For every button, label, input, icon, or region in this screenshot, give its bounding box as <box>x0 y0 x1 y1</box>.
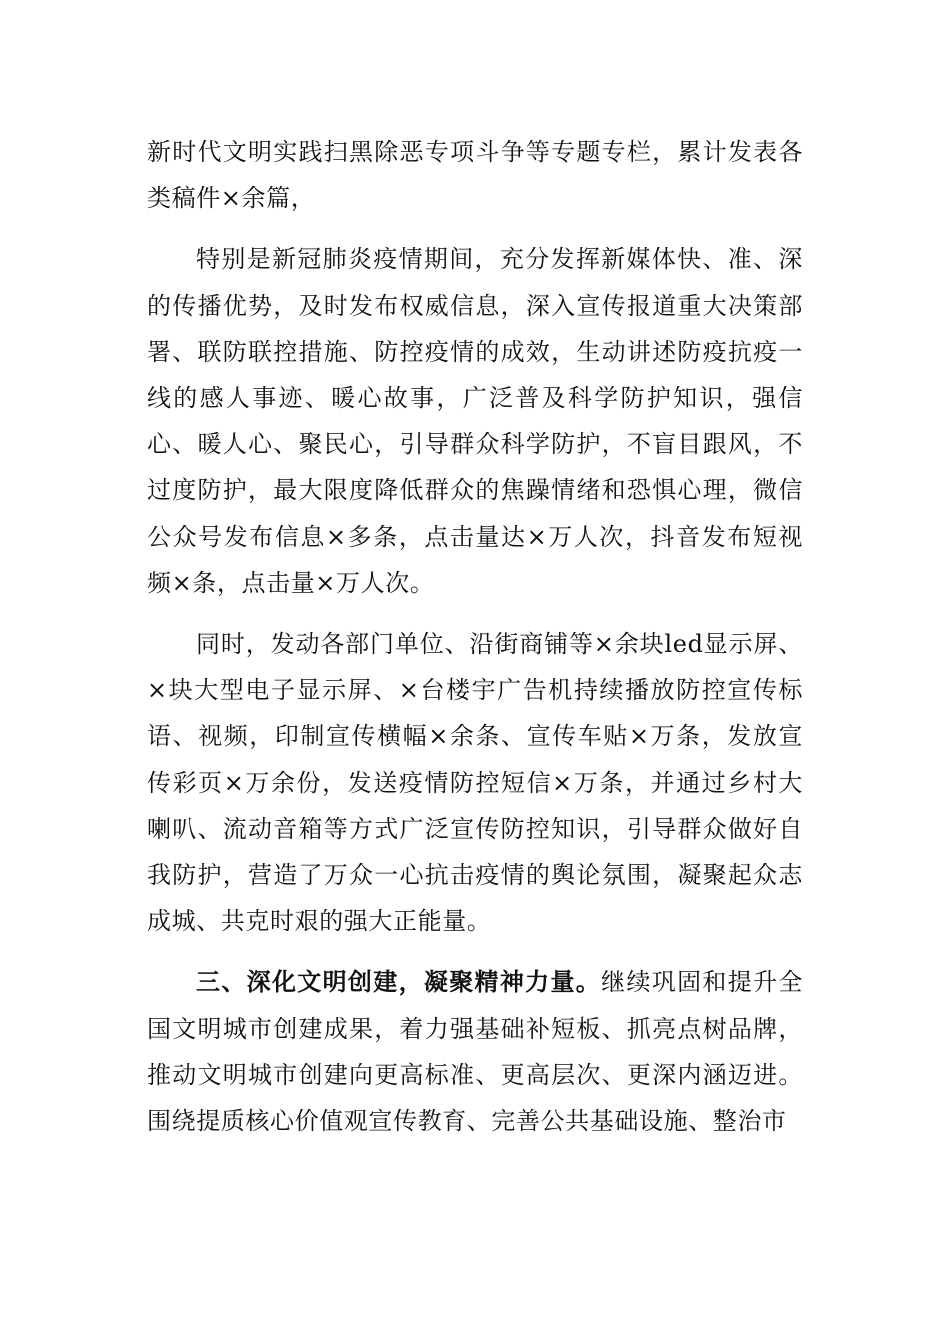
paragraph-4-text: 继续巩固和提升全国文明城市创建成果，着力强基础补短板、抓亮点树品牌，推动文明城市创建向更高标准、更高层次、更深内涵迈进。围绕提质核心价值观宣传教育、完善公共基础设施、整治市 <box>147 968 803 1136</box>
paragraph-3 <box>147 621 803 944</box>
paragraph-2 <box>147 236 803 606</box>
paragraph-1 <box>147 129 803 221</box>
document-body <box>147 129 803 1144</box>
paragraph-1-text: 新时代文明实践扫黑除恶专项斗争等专题专栏，累计发表各类稿件×余篇， <box>147 138 803 213</box>
paragraph-2-text: 特别是新冠肺炎疫情期间，充分发挥新媒体快、准、深的传播优势，及时发布权威信息，深入宣传报道重大决策部署、联防联控措施、防控疫情的成效，生动讲述防疫抗疫一线的感人事迹、暖心故事，广泛普及科学防护知识，强信心、暖人心、聚民心，引导群众科学防护，不盲目跟风，不过度防护，最大限度降低群众的焦躁情绪和恐惧心理，微信公众号发布信息×多条，点击量达×万人次，抖音发布短视频×条，点击量×万人次。 <box>147 245 803 597</box>
section-heading: 三、深化文明创建，凝聚精神力量。 <box>196 967 602 997</box>
paragraph-3-text: 同时，发动各部门单位、沿街商铺等×余块led显示屏、×块大型电子显示屏、×台楼宇广告机持续播放防控宣传标语、视频，印制宣传横幅×余条、宣传车贴×万条，发放宣传彩页×万余份，发送疫情防控短信×万条，并通过乡村大喇叭、流动音箱等方式广泛宣传防控知识，引导群众做好自我防护，营造了万众一心抗击疫情的舆论氛围，凝聚起众志成城、共克时艰的强大正能量。 <box>147 630 803 936</box>
paragraph-4 <box>147 959 803 1144</box>
